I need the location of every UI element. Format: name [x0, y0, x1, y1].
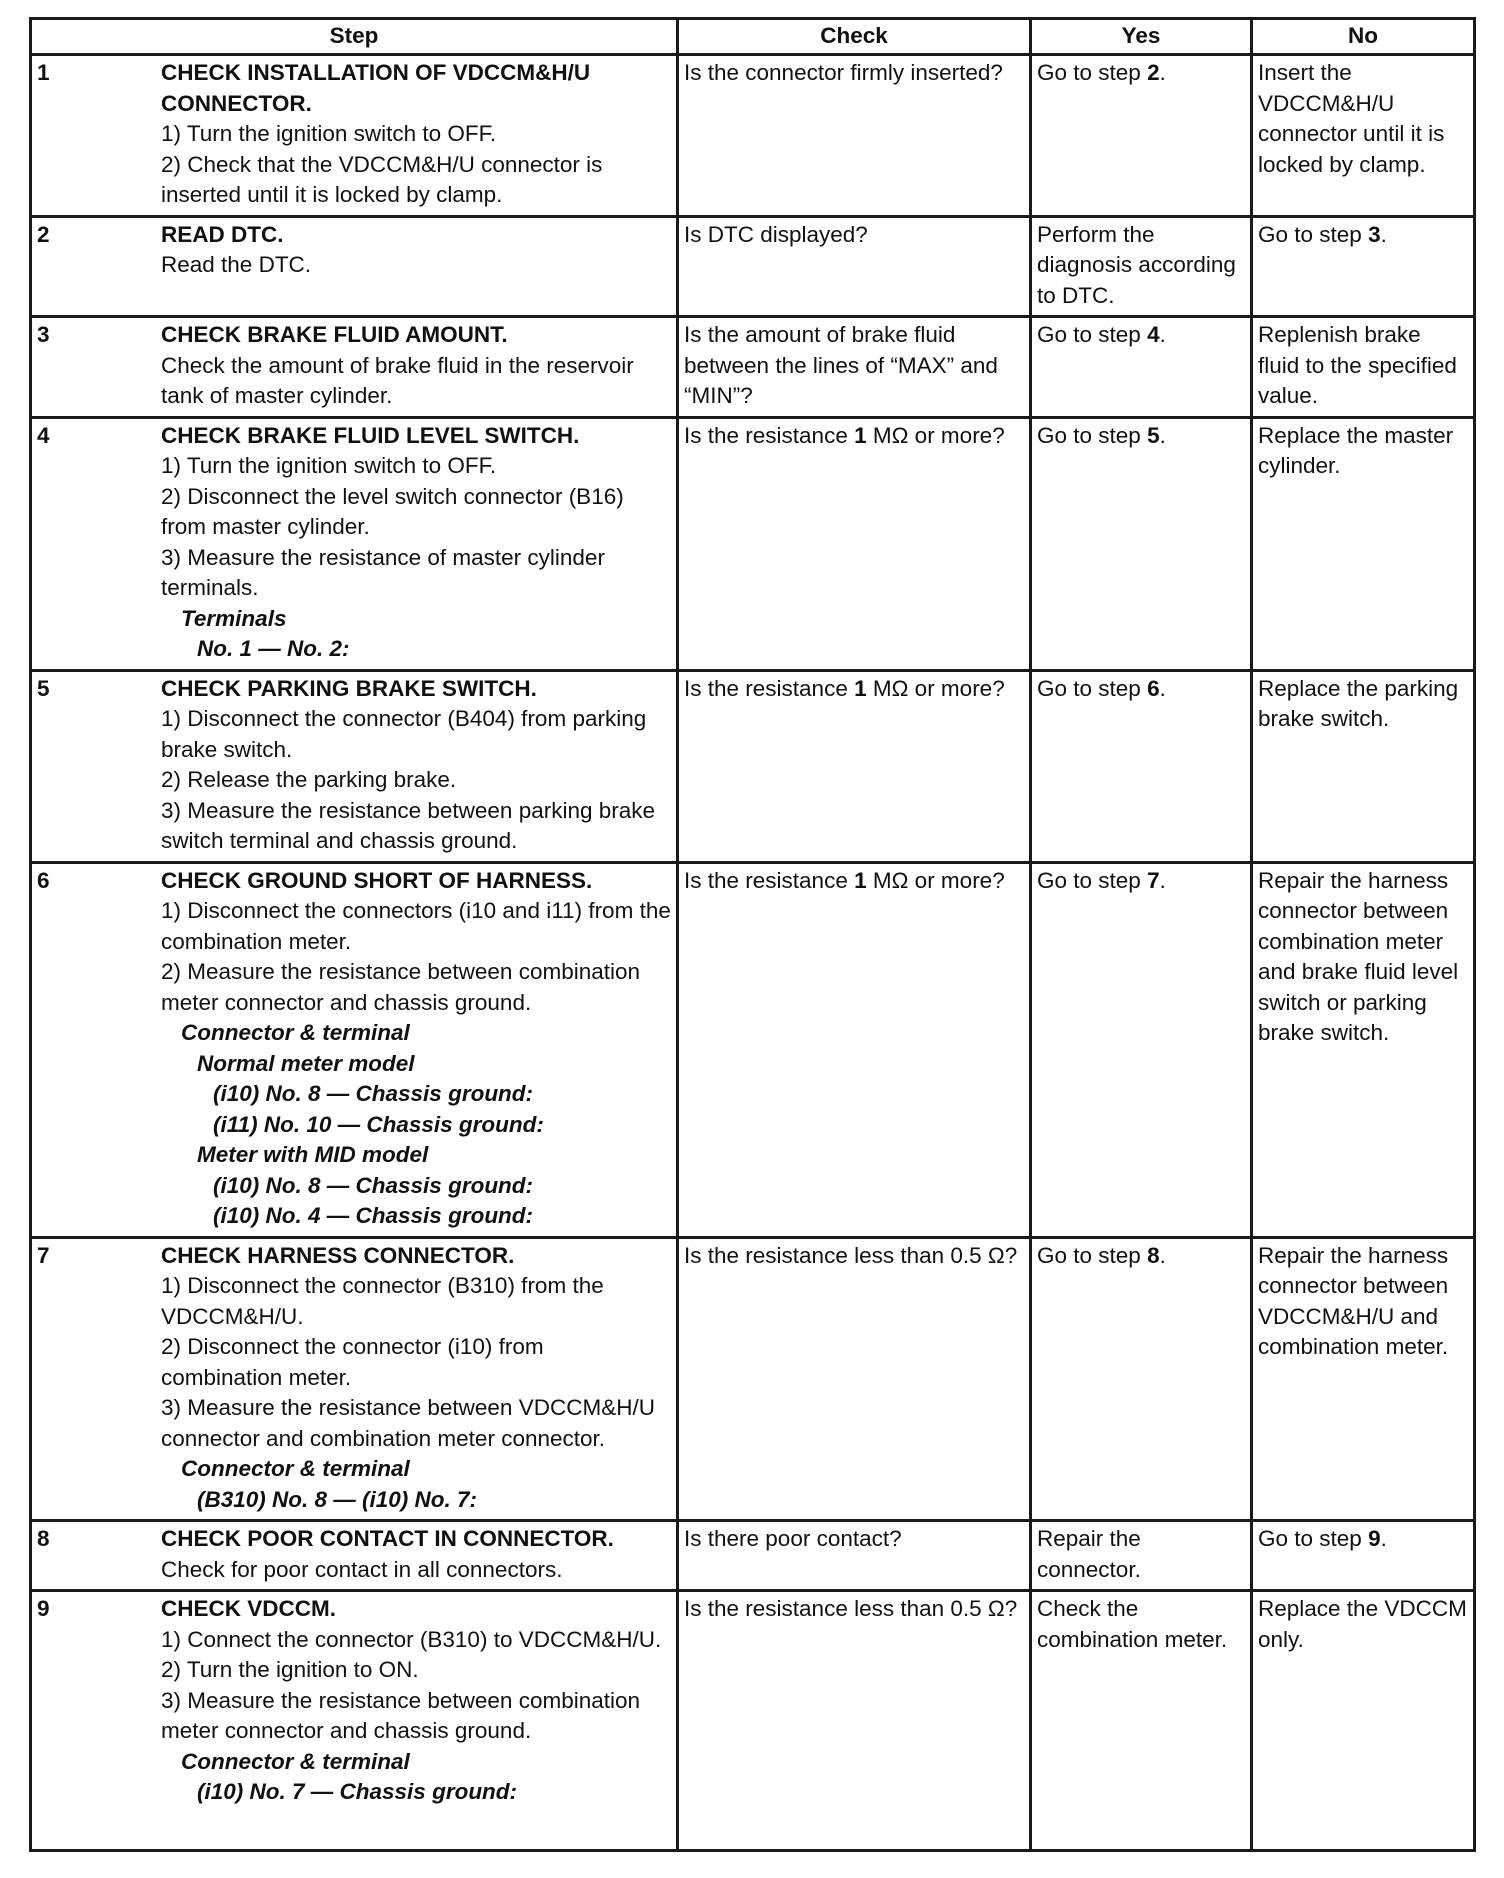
header-check: Check: [678, 19, 1031, 55]
step-title: CHECK HARNESS CONNECTOR.: [161, 1242, 515, 1268]
step-cell: [31, 1591, 678, 1851]
step-cell: [31, 317, 678, 418]
spec-line: (B310) No. 8 — (i10) No. 7:: [197, 1486, 478, 1512]
step-body: [161, 220, 671, 281]
no-text: Repair the harness connector between combination meter and brake fluid level switch or parking brake switch.: [1258, 867, 1459, 1045]
step-instructions: [161, 896, 671, 1018]
check-value: 1: [854, 675, 867, 701]
step-content: [37, 220, 671, 281]
spec-line: (i10) No. 8 — Chassis ground:: [213, 1081, 534, 1106]
step-instructions: [161, 704, 671, 857]
step-instructions: [161, 250, 671, 281]
check-cell: [678, 317, 1031, 418]
header-step: Step: [31, 19, 678, 55]
yes-step-ref: 7: [1147, 867, 1160, 893]
yes-cell: [1031, 317, 1252, 418]
instruction-line: 2) Check that the VDCCM&H/U connector is inserted until it is locked by clamp.: [161, 151, 603, 207]
check-cell: [678, 670, 1031, 862]
instruction-line: Check the amount of brake fluid in the reservoir tank of master cylinder.: [161, 352, 634, 408]
step-content: [37, 866, 671, 1232]
step-body: [161, 1241, 671, 1516]
no-text: Replace the parking brake switch.: [1258, 675, 1459, 731]
no-text-suffix: .: [1380, 221, 1387, 247]
check-text-suffix: MΩ or more?: [866, 422, 1005, 448]
check-text-suffix: MΩ or more?: [866, 675, 1005, 701]
instruction-line: 2) Turn the ignition to ON.: [161, 1657, 419, 1682]
table-row: [31, 1521, 1475, 1591]
step-body: [161, 320, 671, 412]
spec-line: No. 1 — No. 2:: [197, 636, 350, 661]
spec-line: Terminals: [181, 605, 287, 631]
step-number: 9: [37, 1596, 50, 1621]
step-number: 8: [37, 1526, 50, 1551]
yes-text-suffix: .: [1159, 322, 1166, 347]
yes-text: Go to step: [1037, 675, 1148, 701]
instruction-line: 2) Disconnect the connector (i10) from combination meter.: [161, 1334, 544, 1390]
instruction-line: 1) Disconnect the connector (B404) from parking brake switch.: [161, 706, 647, 762]
check-cell: [678, 1237, 1031, 1521]
no-cell: [1252, 55, 1475, 217]
step-number: 6: [37, 867, 50, 893]
step-body: [161, 674, 671, 857]
no-cell: [1252, 1591, 1475, 1851]
instruction-line: 1) Disconnect the connectors (i10 and i11) from the combination meter.: [161, 898, 671, 954]
no-cell: [1252, 1521, 1475, 1591]
no-cell: [1252, 862, 1475, 1237]
yes-text: Go to step: [1037, 1242, 1148, 1268]
no-step-ref: 9: [1368, 1526, 1381, 1551]
step-title: CHECK POOR CONTACT IN CONNECTOR.: [161, 1526, 614, 1551]
yes-step-ref: 6: [1147, 675, 1160, 701]
yes-text-suffix: .: [1159, 675, 1166, 701]
check-cell: [678, 216, 1031, 317]
check-text: Is the resistance less than 0.5 Ω?: [684, 1242, 1018, 1268]
yes-text: Go to step: [1037, 867, 1148, 893]
instruction-line: 3) Measure the resistance between combination meter connector and chassis ground.: [161, 1687, 641, 1743]
step-body: [161, 1524, 671, 1585]
instruction-line: 1) Turn the ignition switch to OFF.: [161, 453, 497, 478]
step-content: [37, 1524, 671, 1585]
table-row: [31, 216, 1475, 317]
step-instructions: [161, 1271, 671, 1454]
table-row: [31, 317, 1475, 418]
step-number: 5: [37, 675, 50, 701]
table-header-row: [31, 19, 1475, 55]
check-text-prefix: Is the resistance: [684, 422, 855, 448]
yes-cell: [1031, 1521, 1252, 1591]
no-cell: [1252, 317, 1475, 418]
yes-cell: [1031, 670, 1252, 862]
no-text: Repair the harness connector between VDCCM&H/U and combination meter.: [1258, 1242, 1449, 1359]
step-number: 1: [37, 60, 50, 85]
step-number: 2: [37, 221, 50, 247]
step-content: [37, 1241, 671, 1516]
no-text: Insert the VDCCM&H/U connector until it is locked by clamp.: [1258, 60, 1445, 177]
yes-text-suffix: .: [1159, 60, 1166, 85]
step-number: 7: [37, 1242, 50, 1268]
instruction-line: 3) Measure the resistance of master cylinder terminals.: [161, 544, 605, 600]
check-cell: [678, 1591, 1031, 1851]
step-cell: [31, 670, 678, 862]
check-cell: [678, 1521, 1031, 1591]
instruction-line: Check for poor contact in all connectors.: [161, 1556, 563, 1582]
step-content: [37, 421, 671, 665]
step-title: CHECK BRAKE FLUID AMOUNT.: [161, 322, 508, 347]
table-row: [31, 1591, 1475, 1851]
no-cell: [1252, 670, 1475, 862]
yes-text: Repair the connector.: [1037, 1526, 1141, 1582]
spec-line: Connector & terminal: [181, 1456, 410, 1481]
step-cell: [31, 862, 678, 1237]
step-title: CHECK VDCCM.: [161, 1596, 337, 1621]
step-content: [37, 58, 671, 211]
table-row: [31, 862, 1475, 1237]
no-cell: [1252, 216, 1475, 317]
step-number: 4: [37, 422, 50, 448]
table-row: [31, 670, 1475, 862]
instruction-line: 2) Release the parking brake.: [161, 767, 457, 792]
yes-text: Go to step: [1037, 322, 1148, 347]
spec-line: Normal meter model: [197, 1050, 415, 1076]
step-instructions: [161, 351, 671, 412]
yes-text: Check the combination meter.: [1037, 1596, 1228, 1652]
spec-line: (i11) No. 10 — Chassis ground:: [213, 1111, 544, 1137]
step-cell: [31, 1521, 678, 1591]
yes-cell: [1031, 417, 1252, 670]
check-text: Is the amount of brake fluid between the lines of “MAX” and “MIN”?: [684, 322, 998, 408]
yes-cell: [1031, 1237, 1252, 1521]
check-value: 1: [854, 867, 867, 893]
table-row: [31, 417, 1475, 670]
instruction-line: 1) Turn the ignition switch to OFF.: [161, 121, 497, 146]
instruction-line: 3) Measure the resistance between VDCCM&H/U connector and combination meter connector.: [161, 1395, 655, 1451]
instruction-line: 2) Disconnect the level switch connector (B16) from master cylinder.: [161, 483, 624, 539]
step-title: CHECK INSTALLATION OF VDCCM&H/U CONNECTOR.: [161, 60, 591, 116]
no-text: Replace the VDCCM only.: [1258, 1596, 1467, 1652]
diagnostic-table: [29, 17, 1476, 1852]
check-text-prefix: Is the resistance: [684, 675, 855, 701]
step-body: [161, 1594, 671, 1808]
step-title: CHECK BRAKE FLUID LEVEL SWITCH.: [161, 422, 580, 448]
no-text-suffix: .: [1380, 1526, 1387, 1551]
table-body: [31, 55, 1475, 1851]
step-title: READ DTC.: [161, 221, 284, 247]
step-instructions: [161, 451, 671, 604]
step-content: [37, 1594, 671, 1808]
yes-text-suffix: .: [1159, 867, 1166, 893]
yes-text: Go to step: [1037, 60, 1148, 85]
step-instructions: [161, 1625, 671, 1747]
yes-cell: [1031, 55, 1252, 217]
yes-step-ref: 2: [1147, 60, 1160, 85]
spec-line: (i10) No. 7 — Chassis ground:: [197, 1779, 518, 1804]
check-value: 1: [854, 422, 867, 448]
instruction-line: 3) Measure the resistance between parking brake switch terminal and chassis ground.: [161, 797, 656, 853]
check-cell: [678, 417, 1031, 670]
step-body: [161, 421, 671, 665]
no-cell: [1252, 1237, 1475, 1521]
no-text: Go to step: [1258, 1526, 1369, 1551]
yes-step-ref: 5: [1147, 422, 1160, 448]
check-cell: [678, 862, 1031, 1237]
yes-text: Perform the diagnosis according to DTC.: [1037, 221, 1236, 308]
yes-cell: [1031, 1591, 1252, 1851]
yes-step-ref: 4: [1147, 322, 1160, 347]
yes-text: Go to step: [1037, 422, 1148, 448]
yes-text-suffix: .: [1159, 422, 1166, 448]
instruction-line: 2) Measure the resistance between combination meter connector and chassis ground.: [161, 959, 641, 1015]
step-cell: [31, 216, 678, 317]
check-text: Is DTC displayed?: [684, 221, 868, 247]
spec-line: (i10) No. 8 — Chassis ground:: [213, 1172, 534, 1198]
instruction-line: 1) Connect the connector (B310) to VDCCM&H/U.: [161, 1626, 662, 1652]
step-title: CHECK PARKING BRAKE SWITCH.: [161, 675, 537, 701]
step-content: [37, 320, 671, 412]
yes-text-suffix: .: [1159, 1242, 1166, 1268]
spec-line: (i10) No. 4 — Chassis ground:: [213, 1203, 534, 1228]
step-instructions: [161, 119, 671, 211]
no-step-ref: 3: [1368, 221, 1381, 247]
instruction-line: Read the DTC.: [161, 252, 312, 277]
step-body: [161, 866, 671, 1232]
step-cell: [31, 1237, 678, 1521]
header-no: No: [1252, 19, 1475, 55]
spec-line: Meter with MID model: [197, 1142, 429, 1167]
check-cell: [678, 55, 1031, 217]
spec-line: Connector & terminal: [181, 1020, 410, 1045]
step-title: CHECK GROUND SHORT OF HARNESS.: [161, 867, 593, 893]
instruction-line: 1) Disconnect the connector (B310) from the VDCCM&H/U.: [161, 1273, 604, 1329]
no-text: Replenish brake fluid to the specified value.: [1258, 322, 1457, 408]
no-text: Replace the master cylinder.: [1258, 422, 1454, 478]
step-cell: [31, 417, 678, 670]
table-row: [31, 1237, 1475, 1521]
header-yes: Yes: [1031, 19, 1252, 55]
yes-cell: [1031, 216, 1252, 317]
step-cell: [31, 55, 678, 217]
step-content: [37, 674, 671, 857]
check-text: Is there poor contact?: [684, 1526, 902, 1551]
step-body: [161, 58, 671, 211]
table-row: [31, 55, 1475, 217]
step-number: 3: [37, 322, 50, 347]
yes-cell: [1031, 862, 1252, 1237]
spec-line: Connector & terminal: [181, 1748, 410, 1774]
check-text: Is the resistance less than 0.5 Ω?: [684, 1596, 1018, 1621]
no-text: Go to step: [1258, 221, 1369, 247]
check-text-suffix: MΩ or more?: [866, 867, 1005, 893]
step-instructions: [161, 1555, 671, 1586]
check-text-prefix: Is the resistance: [684, 867, 855, 893]
check-text: Is the connector firmly inserted?: [684, 60, 1003, 85]
no-cell: [1252, 417, 1475, 670]
yes-step-ref: 8: [1147, 1242, 1160, 1268]
